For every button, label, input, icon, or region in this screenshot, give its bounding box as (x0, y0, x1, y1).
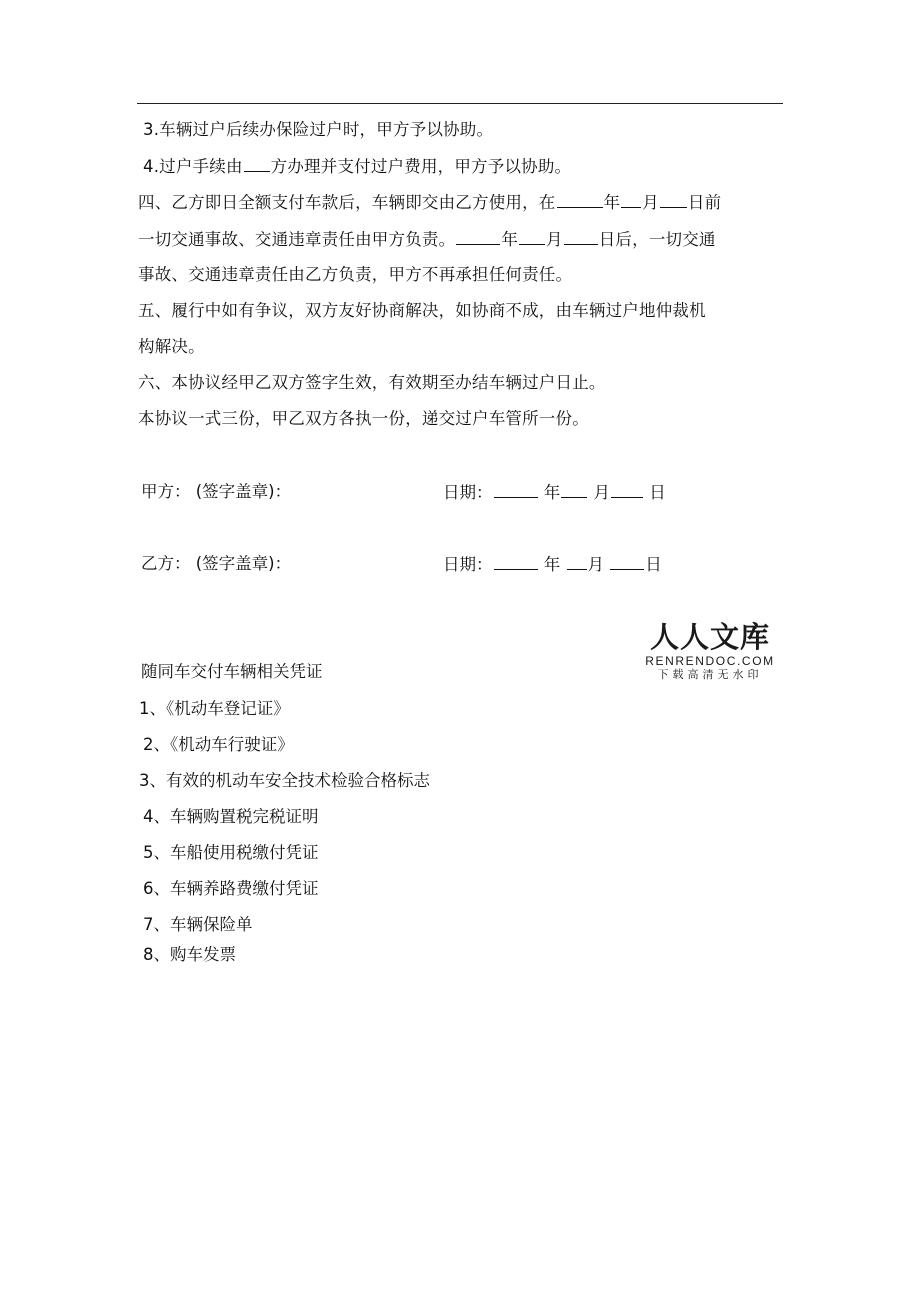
document-item: 6、车辆养路费缴付凭证 (143, 879, 319, 898)
section-5-line-2: 构解决。 (138, 337, 205, 356)
section-4-line-2: 一切交通事故、交通违章责任由甲方负责。 年 月 日后，一切交通 (138, 230, 716, 249)
blank-month-field (561, 481, 587, 498)
clause-3: 3.车辆过户后续办保险过户时，甲方予以协助。 (143, 120, 494, 139)
clause-4: 4.过户手续由 方办理并支付过户费用，甲方予以协助。 (143, 157, 572, 176)
watermark-logo (645, 620, 775, 682)
documents-heading: 随同车交付车辆相关凭证 (141, 662, 323, 681)
document-item: 8、购车发票 (143, 945, 236, 964)
header-rule (137, 103, 783, 104)
document-item: 1、《机动车登记证》 (139, 699, 290, 718)
blank-day-field (610, 553, 644, 570)
blank-month-field (519, 228, 545, 245)
document-item: 5、车船使用税缴付凭证 (143, 843, 319, 862)
section-4-line-3: 事故、交通违章责任由乙方负责，甲方不再承担任何责任。 (138, 265, 573, 284)
watermark-url: RENRENDOC.COM (645, 654, 775, 668)
blank-party-field (244, 155, 270, 172)
blank-month-field (567, 553, 587, 570)
party-b-date: 日期： 年 月 日 (443, 555, 662, 574)
blank-year-field (456, 228, 500, 245)
section-4-line-1: 四、乙方即日全额支付车款后，车辆即交由乙方使用，在 年 月 日前 (138, 193, 722, 212)
blank-year-field (494, 553, 538, 570)
copies-statement: 本协议一式三份，甲乙双方各执一份，递交过户车管所一份。 (138, 409, 589, 428)
document-item: 2、《机动车行驶证》 (143, 735, 294, 754)
party-a-date: 日期： 年 月 日 (443, 483, 666, 502)
party-a-signature-label: 甲方： (签字盖章)： (141, 482, 292, 501)
watermark-tagline: 下载高清无水印 (657, 668, 763, 681)
document-item: 4、车辆购置税完税证明 (143, 807, 319, 826)
blank-month-field (621, 191, 641, 208)
blank-day-field (611, 481, 643, 498)
section-5-line-1: 五、履行中如有争议，双方友好协商解决，如协商不成，由车辆过户地仲裁机 (138, 301, 706, 320)
blank-day-field (564, 228, 598, 245)
document-item: 3、有效的机动车安全技术检验合格标志 (139, 771, 430, 790)
blank-day-field (660, 191, 687, 208)
document-item: 7、车辆保险单 (143, 915, 253, 934)
watermark-brand: 人人文库 (649, 620, 770, 654)
section-6: 六、本协议经甲乙双方签字生效，有效期至办结车辆过户日止。 (138, 373, 606, 392)
party-b-signature-label: 乙方： (签字盖章)： (141, 554, 292, 573)
blank-year-field (494, 481, 538, 498)
blank-year-field (557, 191, 603, 208)
